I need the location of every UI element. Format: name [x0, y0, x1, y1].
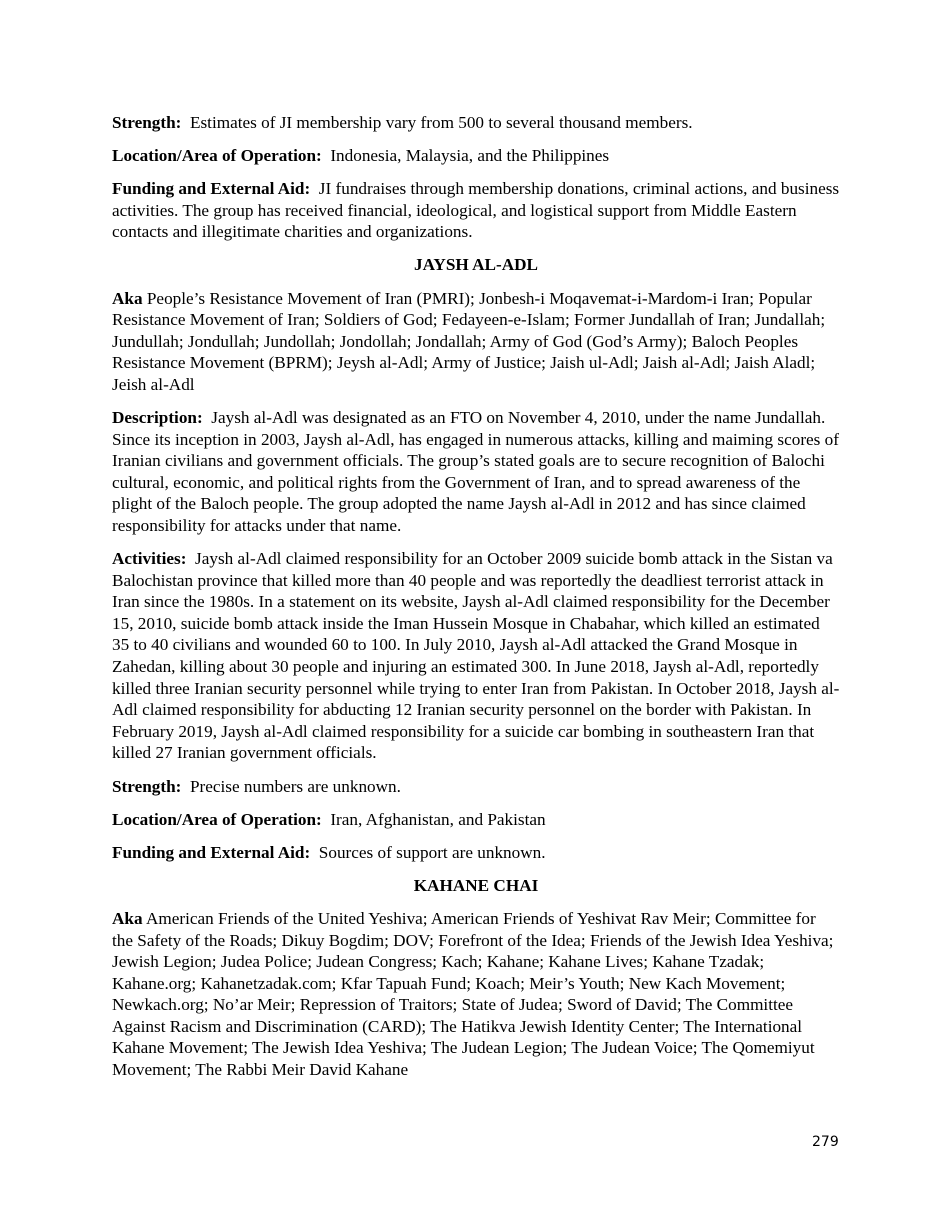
ji-location-label: Location/Area of Operation: — [112, 146, 322, 166]
ji-funding-label: Funding and External Aid: — [112, 179, 311, 199]
ji-funding-text: JI fundraises through membership donations, criminal actions, and business activities. The group has received financial, ideological, and logistical support from Middle Eastern contacts and illegitimate charities and organizations. — [112, 179, 840, 242]
jaysh-description-paragraph — [112, 407, 840, 537]
page-number: 279 — [812, 1134, 839, 1150]
jaysh-funding-paragraph — [112, 842, 840, 864]
ji-funding-paragraph — [112, 178, 840, 243]
jaysh-description-label: Description: — [112, 408, 203, 428]
ji-location-text: Indonesia, Malaysia, and the Philippines — [330, 146, 610, 166]
jaysh-location-label: Location/Area of Operation: — [112, 809, 322, 829]
jaysh-aka-text: People’s Resistance Movement of Iran (PMRI); Jonbesh-i Moqavemat-i-Mardom-i Iran; Popular Resistance Movement of Iran; Soldiers of God; Fedayeen-e-Islam; Former Jundallah of Iran; Jundallah; Jundullah; Jondullah; Jundollah; Jondollah; Jondallah; Army of God (God’s Army); Baloch Peoples Resistance Movement (BPRM); Jeysh al-Adl; Army of Justice; Jaish ul-Adl; Jaish al-Adl; Jaish Aladl; Jeish al-Adl — [112, 288, 826, 394]
kahane-aka-label: Aka — [112, 908, 143, 928]
jaysh-heading: JAYSH AL-ADL — [413, 255, 538, 275]
jaysh-funding-text: Sources of support are unknown. — [318, 842, 546, 862]
kahane-aka-paragraph — [112, 908, 840, 1081]
jaysh-funding-label: Funding and External Aid: — [112, 842, 311, 862]
jaysh-aka-paragraph — [112, 288, 840, 396]
jaysh-aka-label: Aka — [112, 288, 143, 308]
ji-location-paragraph — [112, 145, 840, 167]
jaysh-strength-paragraph — [112, 776, 840, 798]
jaysh-activities-label: Activities: — [112, 549, 187, 569]
page-content — [112, 112, 840, 1092]
ji-strength-label: Strength: — [112, 113, 182, 132]
ji-strength-paragraph — [112, 112, 840, 134]
jaysh-activities-paragraph — [112, 548, 840, 764]
jaysh-description-text: Jaysh al-Adl was designated as an FTO on November 4, 2010, under the name Jundallah. Since its inception in 2003, Jaysh al-Adl, has engaged in numerous attacks, killing and maiming scores of Iranian civilians and government officials. The group’s stated goals are to secure recognition of Balochi cultural, economic, and political rights from the Government of Iran, and to spread awareness of the plight of the Baloch people. The group adopted the name Jaysh al-Adl in 2012 and has since claimed responsibility for attacks under that name. — [112, 408, 839, 535]
jaysh-strength-label: Strength: — [112, 776, 182, 796]
jaysh-location-text: Iran, Afghanistan, and Pakistan — [330, 809, 546, 829]
jaysh-activities-text: Jaysh al-Adl claimed responsibility for an October 2009 suicide bomb attack in the Sistan va Balochistan province that killed more than 40 people and was reportedly the deadliest terrorist attack in Iran since the 1980s. In a statement on its website, Jaysh al-Adl claimed responsibility for the December 15, 2010, suicide bomb attack inside the Iman Hussein Mosque in Chabahar, which killed an estimated 35 to 40 civilians and wounded 60 to 100. In July 2010, Jaysh al-Adl attacked the Grand Mosque in Zahedan, killing about 30 people and injuring an estimated 300. In June 2018, Jaysh al-Adl, reportedly killed three Iranian security personnel while trying to enter Iran from Pakistan. In October 2018, Jaysh al-Adl claimed responsibility for abducting 12 Iranian security personnel on the border with Pakistan. In February 2019, Jaysh al-Adl claimed responsibility for a suicide car bombing in southeastern Iran that killed 27 Iranian government officials. — [112, 549, 840, 763]
jaysh-strength-text: Precise numbers are unknown. — [189, 776, 401, 796]
jaysh-location-paragraph — [112, 809, 840, 831]
ji-strength-text: Estimates of JI membership vary from 500 to several thousand members. — [189, 113, 693, 132]
kahane-aka-text: American Friends of the United Yeshiva; American Friends of Yeshivat Rav Meir; Committee for the Safety of the Roads; Dikuy Bogdim; DOV; Forefront of the Idea; Friends of the Jewish Idea Yeshiva; Jewish Legion; Judea Police; Judean Congress; Kach; Kahane; Kahane Lives; Kahane Tzadak; Kahane.org; Kahanetzadak.com; Kfar Tapuah Fund; Koach; Meir’s Youth; New Kach Movement; Newkach.org; No’ar Meir; Repression of Traitors; State of Judea; Sword of David; The Committee Against Racism and Discrimination (CARD); The Hatikva Jewish Identity Center; The International Kahane Movement; The Jewish Idea Yeshiva; The Judean Legion; The Judean Voice; The Qomemiyut Movement; The Rabbi Meir David Kahane — [112, 908, 834, 1080]
kahane-heading: KAHANE CHAI — [413, 875, 539, 895]
